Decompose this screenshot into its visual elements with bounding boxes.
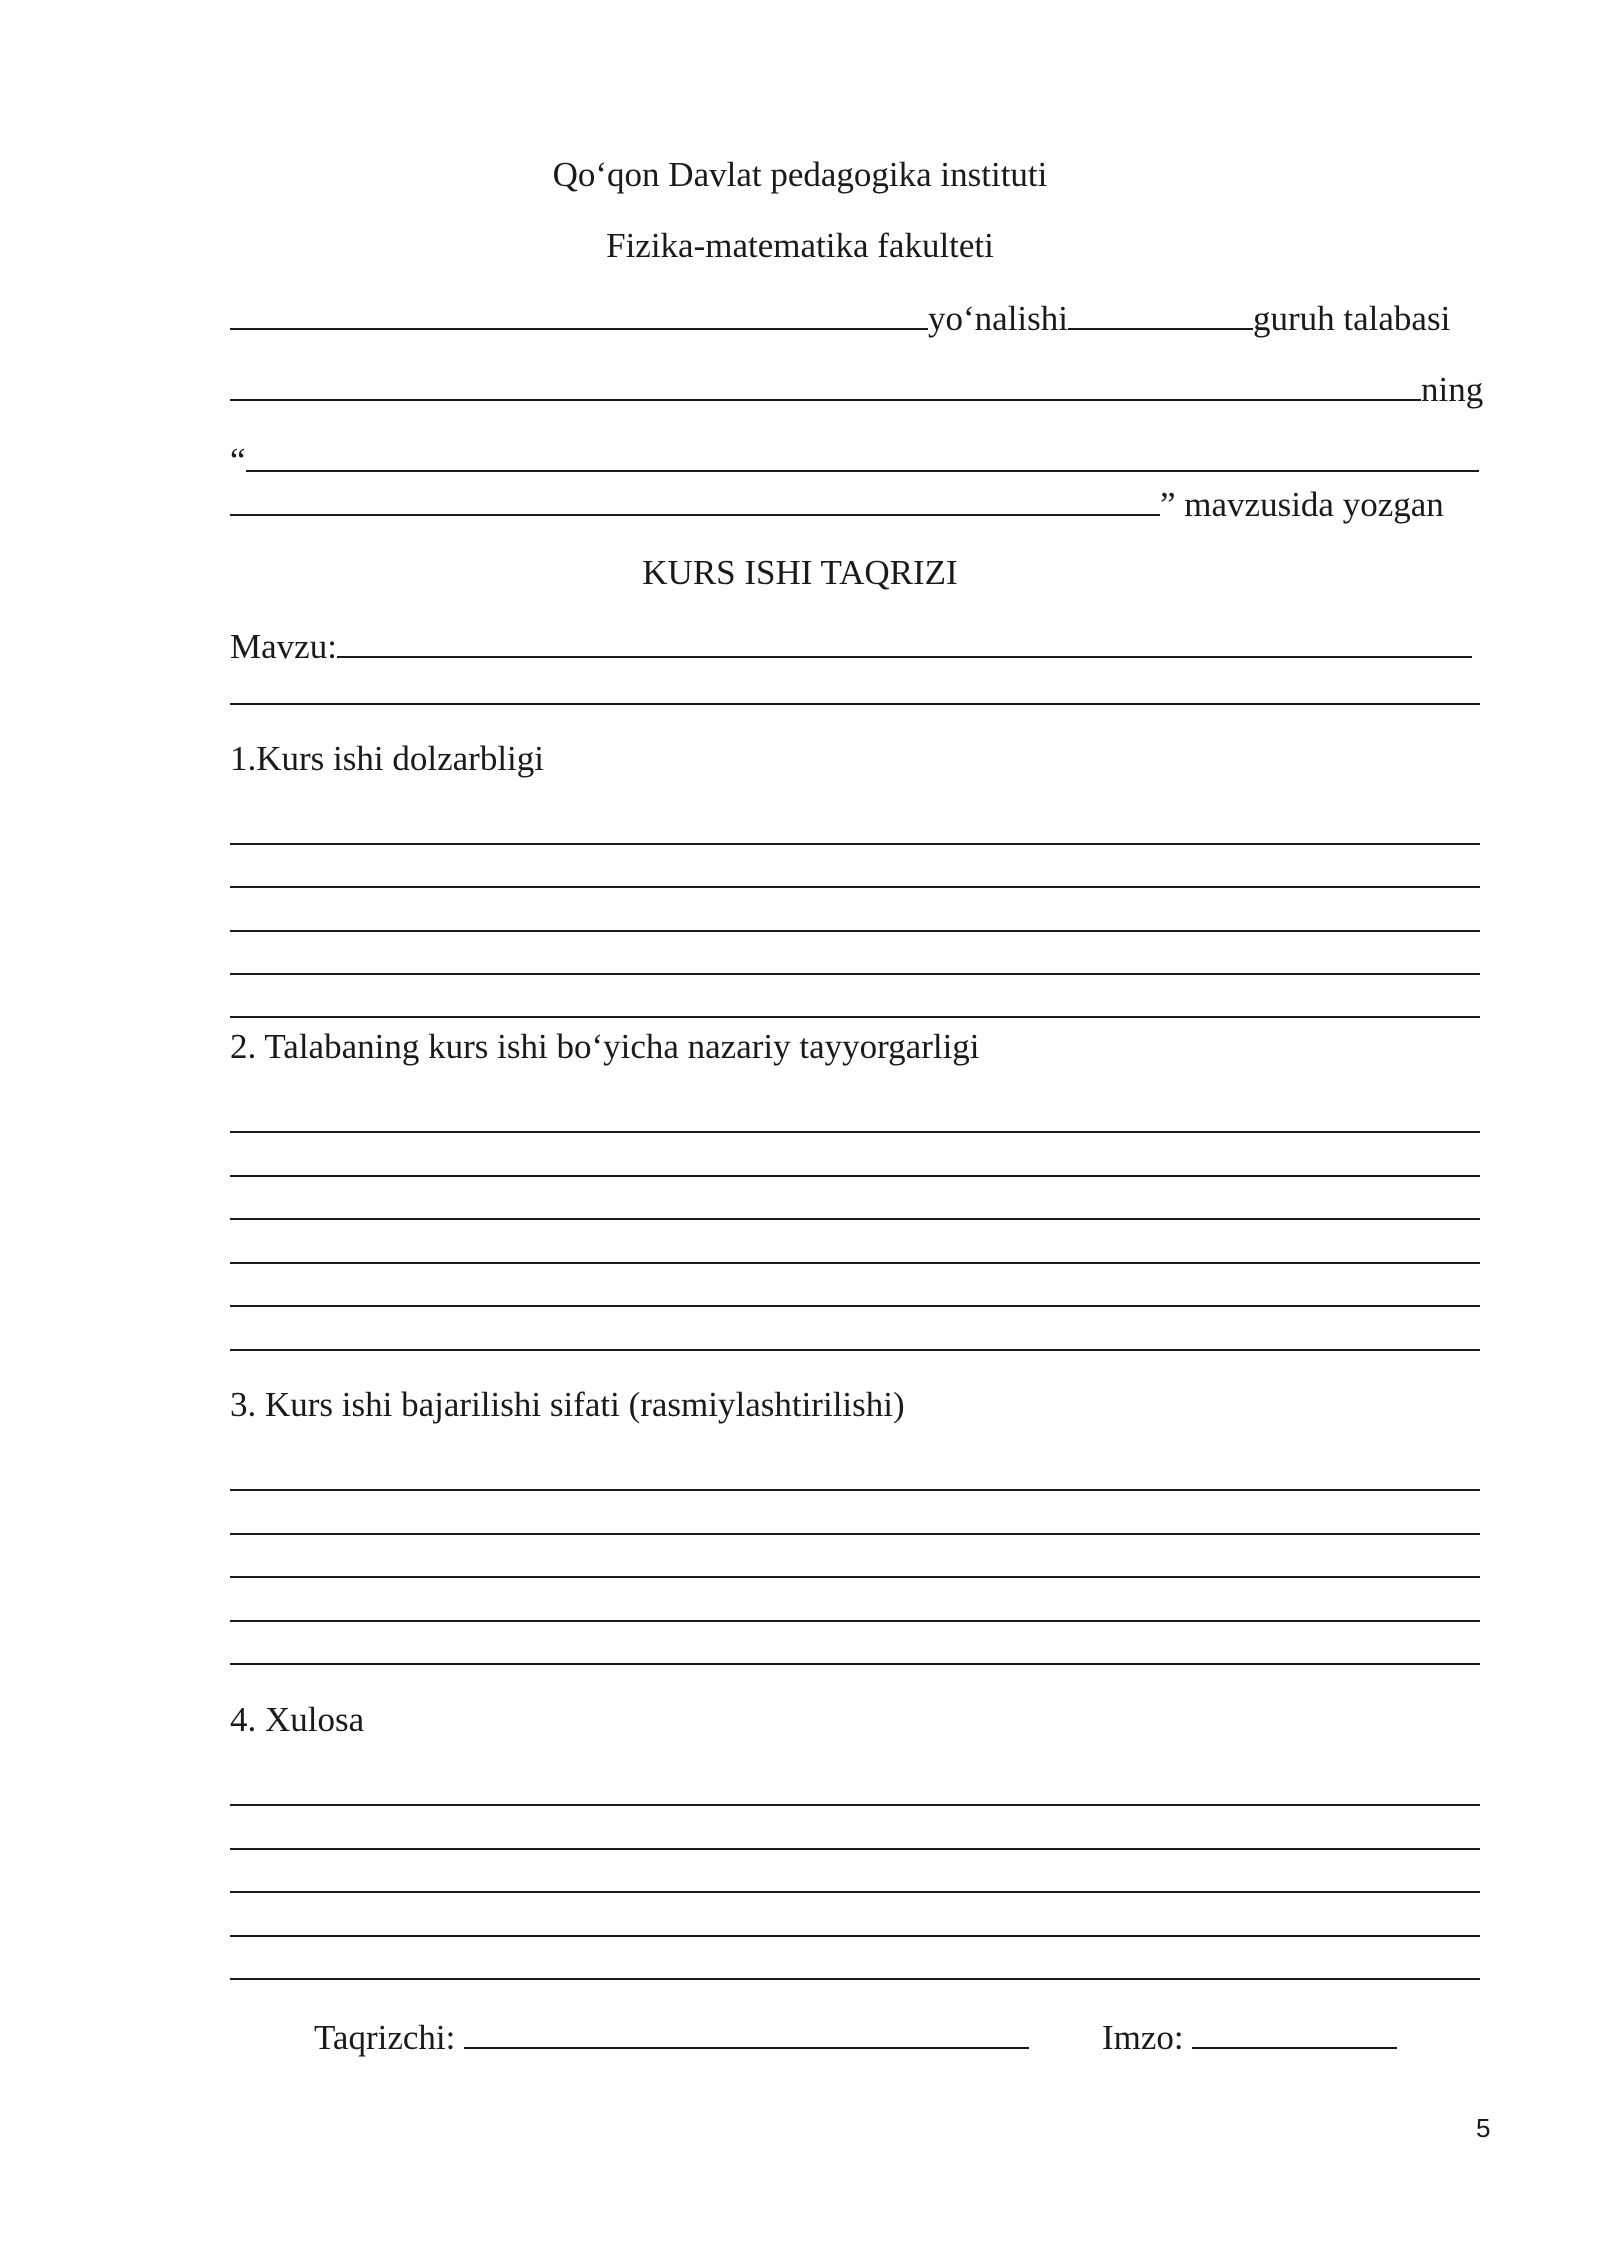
document-title: KURS ISHI TAQRIZI: [642, 553, 958, 592]
section-2-line[interactable]: [230, 1262, 1480, 1264]
section-3-line[interactable]: [230, 1533, 1480, 1535]
section-2-line[interactable]: [230, 1218, 1480, 1220]
section-4-line[interactable]: [230, 1891, 1480, 1893]
section-1-heading: 1.Kurs ishi dolzarbligi: [230, 739, 544, 778]
student-name-row: [230, 369, 1483, 407]
section-2-line[interactable]: [230, 1175, 1480, 1177]
section-4-line[interactable]: [230, 1804, 1480, 1806]
direction-blank[interactable]: [230, 298, 928, 330]
section-4-line[interactable]: [230, 1935, 1480, 1937]
institute-name: Qo‘qon Davlat pedagogika instituti: [552, 155, 1048, 194]
student-direction-row: [230, 298, 1450, 336]
reviewer-row: [314, 2017, 1029, 2055]
section-2-line[interactable]: [230, 1131, 1480, 1133]
topic-blank-1[interactable]: [246, 440, 1479, 472]
section-1-line[interactable]: [230, 973, 1480, 975]
section-2-heading: 2. Talabaning kurs ishi bo‘yicha nazariy tayyorgarligi: [230, 1027, 980, 1066]
name-suffix: ning: [1421, 370, 1484, 409]
topic-row-2: [230, 484, 1444, 522]
signature-row: [1102, 2017, 1397, 2055]
section-3-line[interactable]: [230, 1489, 1480, 1491]
signature-label: Imzo:: [1102, 2018, 1184, 2057]
section-1-line[interactable]: [230, 930, 1480, 932]
section-4-heading: 4. Xulosa: [230, 1700, 365, 1739]
topic-close-suffix: ” mavzusida yozgan: [1160, 485, 1444, 524]
signature-blank[interactable]: [1192, 2017, 1397, 2049]
mavzu-line-2[interactable]: [230, 703, 1480, 705]
mavzu-blank[interactable]: [337, 626, 1472, 658]
section-1-line[interactable]: [230, 843, 1480, 845]
direction-label: yo‘nalishi: [928, 299, 1068, 338]
section-3-line[interactable]: [230, 1576, 1480, 1578]
section-1-line[interactable]: [230, 886, 1480, 888]
section-4-line[interactable]: [230, 1848, 1480, 1850]
section-2-line[interactable]: [230, 1305, 1480, 1307]
section-1-line[interactable]: [230, 1016, 1480, 1018]
page-number: 5: [1476, 2113, 1491, 2143]
faculty-name: Fizika-matematika fakulteti: [606, 226, 994, 265]
section-3-heading: 3. Kurs ishi bajarilishi sifati (rasmiylashtirilishi): [230, 1385, 905, 1424]
topic-row-1: [230, 440, 1479, 478]
group-label: guruh talabasi: [1252, 299, 1451, 338]
topic-blank-2[interactable]: [230, 484, 1160, 516]
section-3-line[interactable]: [230, 1663, 1480, 1665]
section-3-line[interactable]: [230, 1620, 1480, 1622]
reviewer-label: Taqrizchi:: [314, 2018, 456, 2057]
student-name-blank[interactable]: [230, 369, 1421, 401]
section-4-line[interactable]: [230, 1978, 1480, 1980]
open-quote: “: [230, 441, 246, 480]
reviewer-name-blank[interactable]: [464, 2017, 1029, 2049]
section-2-line[interactable]: [230, 1349, 1480, 1351]
mavzu-label: Mavzu:: [230, 627, 337, 666]
mavzu-row: [230, 626, 1472, 664]
group-blank[interactable]: [1068, 298, 1253, 330]
